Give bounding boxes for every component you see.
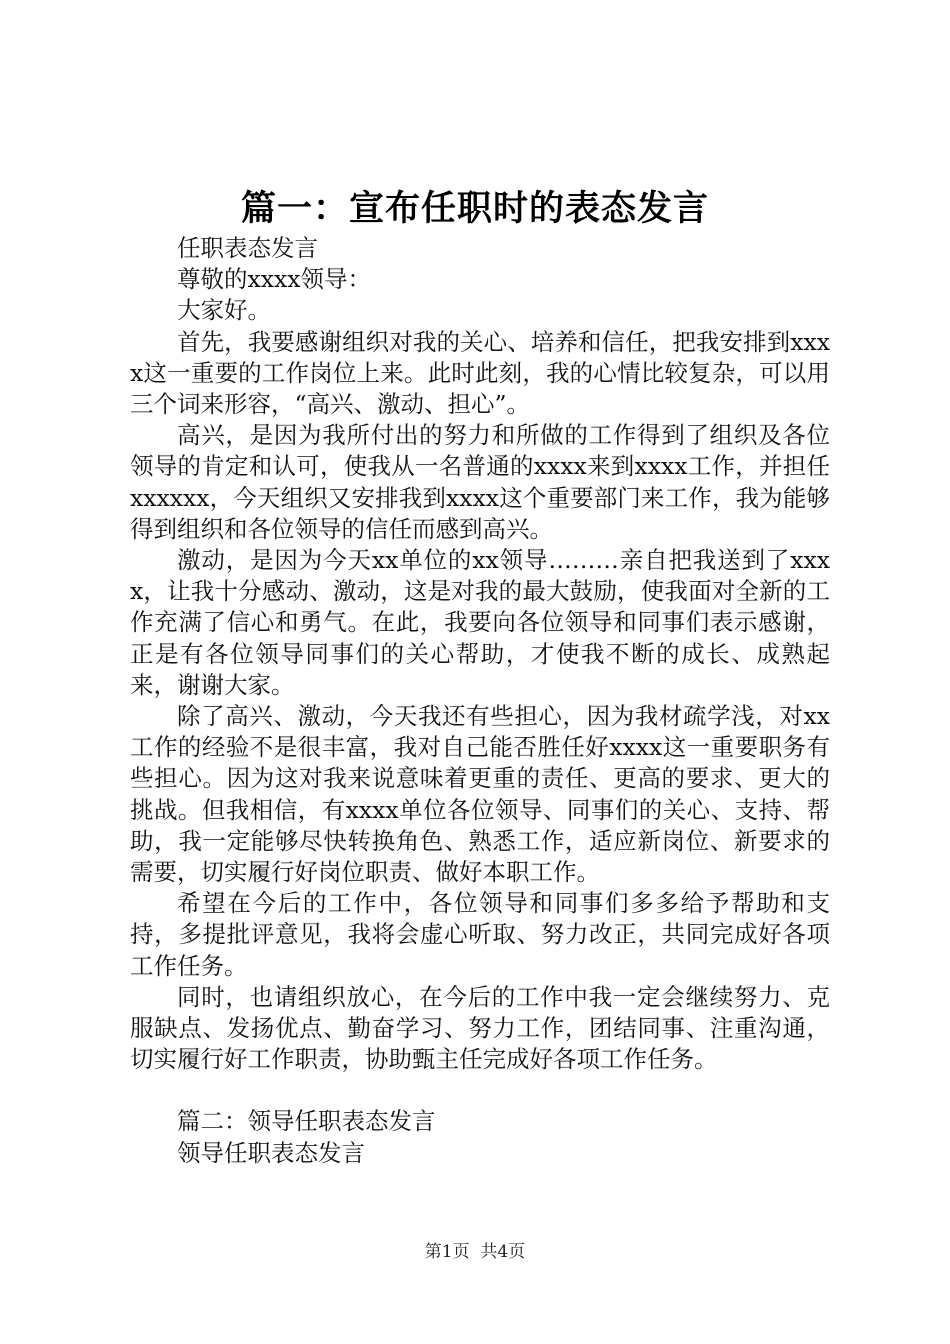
section-two-heading: 篇二：领导任职表态发言 — [177, 1107, 436, 1136]
document-title: 篇一：宣布任职时的表态发言 — [240, 189, 709, 229]
page-footer — [0, 1240, 950, 1264]
section-two-subtitle: 领导任职表态发言 — [177, 1138, 365, 1167]
paragraph-commitment: 同时，也请组织放心，在今后的工作中我一定会继续努力、克服缺点、发扬优点、勤奋学习、努力工作，团结同事、注重沟通，切实履行好工作职责，协助甄主任完成好各项工作任务。 — [130, 982, 830, 1074]
paragraph-happy: 高兴，是因为我所付出的努力和所做的工作得到了组织及各位领导的肯定和认可，使我从一名普通的xxxx来到xxxx工作，并担任xxxxxx，今天组织又安排我到xxxx这个重要部门来工作，我为能够得到组织和各位领导的信任而感到高兴。 — [130, 421, 830, 543]
paragraph-salutation: 尊敬的xxxx领导： — [177, 265, 372, 294]
document-body — [130, 233, 830, 1169]
page-total: 共4页 — [480, 1242, 526, 1262]
paragraph-hope: 希望在今后的工作中，各位领导和同事们多多给予帮助和支持，多提批评意见，我将会虚心听取、努力改正，共同完成好各项工作任务。 — [130, 889, 830, 980]
page-number: 第1页 — [424, 1242, 470, 1262]
paragraph-thanks: 首先，我要感谢组织对我的关心、培养和信任，把我安排到xxxx这一重要的工作岗位上来。此时此刻，我的心情比较复杂，可以用三个词来形容，“高兴、激动、担心”。 — [130, 327, 830, 419]
paragraph-greeting: 大家好。 — [177, 296, 271, 325]
paragraph-worry: 除了高兴、激动，今天我还有些担心，因为我材疏学浅，对xx工作的经验不是很丰富，我对自己能否胜任好xxxx这一重要职务有些担心。因为这对我来说意味着更重的责任、更高的要求、更大的挑战。但我相信，有xxxx单位各位领导、同事们的关心、支持、帮助，我一定能够尽快转换角色、熟悉工作，适应新岗位、新要求的需要，切实履行好岗位职责、做好本职工作。 — [130, 702, 830, 887]
paragraph-excited: 激动，是因为今天xx单位的xx领导………亲自把我送到了xxxx，让我十分感动、激动，这是对我的最大鼓励，使我面对全新的工作充满了信心和勇气。在此，我要向各位领导和同事们表示感谢，正是有各位领导同事们的关心帮助，才使我不断的成长、成熟起来，谢谢大家。 — [130, 546, 830, 699]
paragraph-subtitle: 任职表态发言 — [177, 234, 318, 262]
